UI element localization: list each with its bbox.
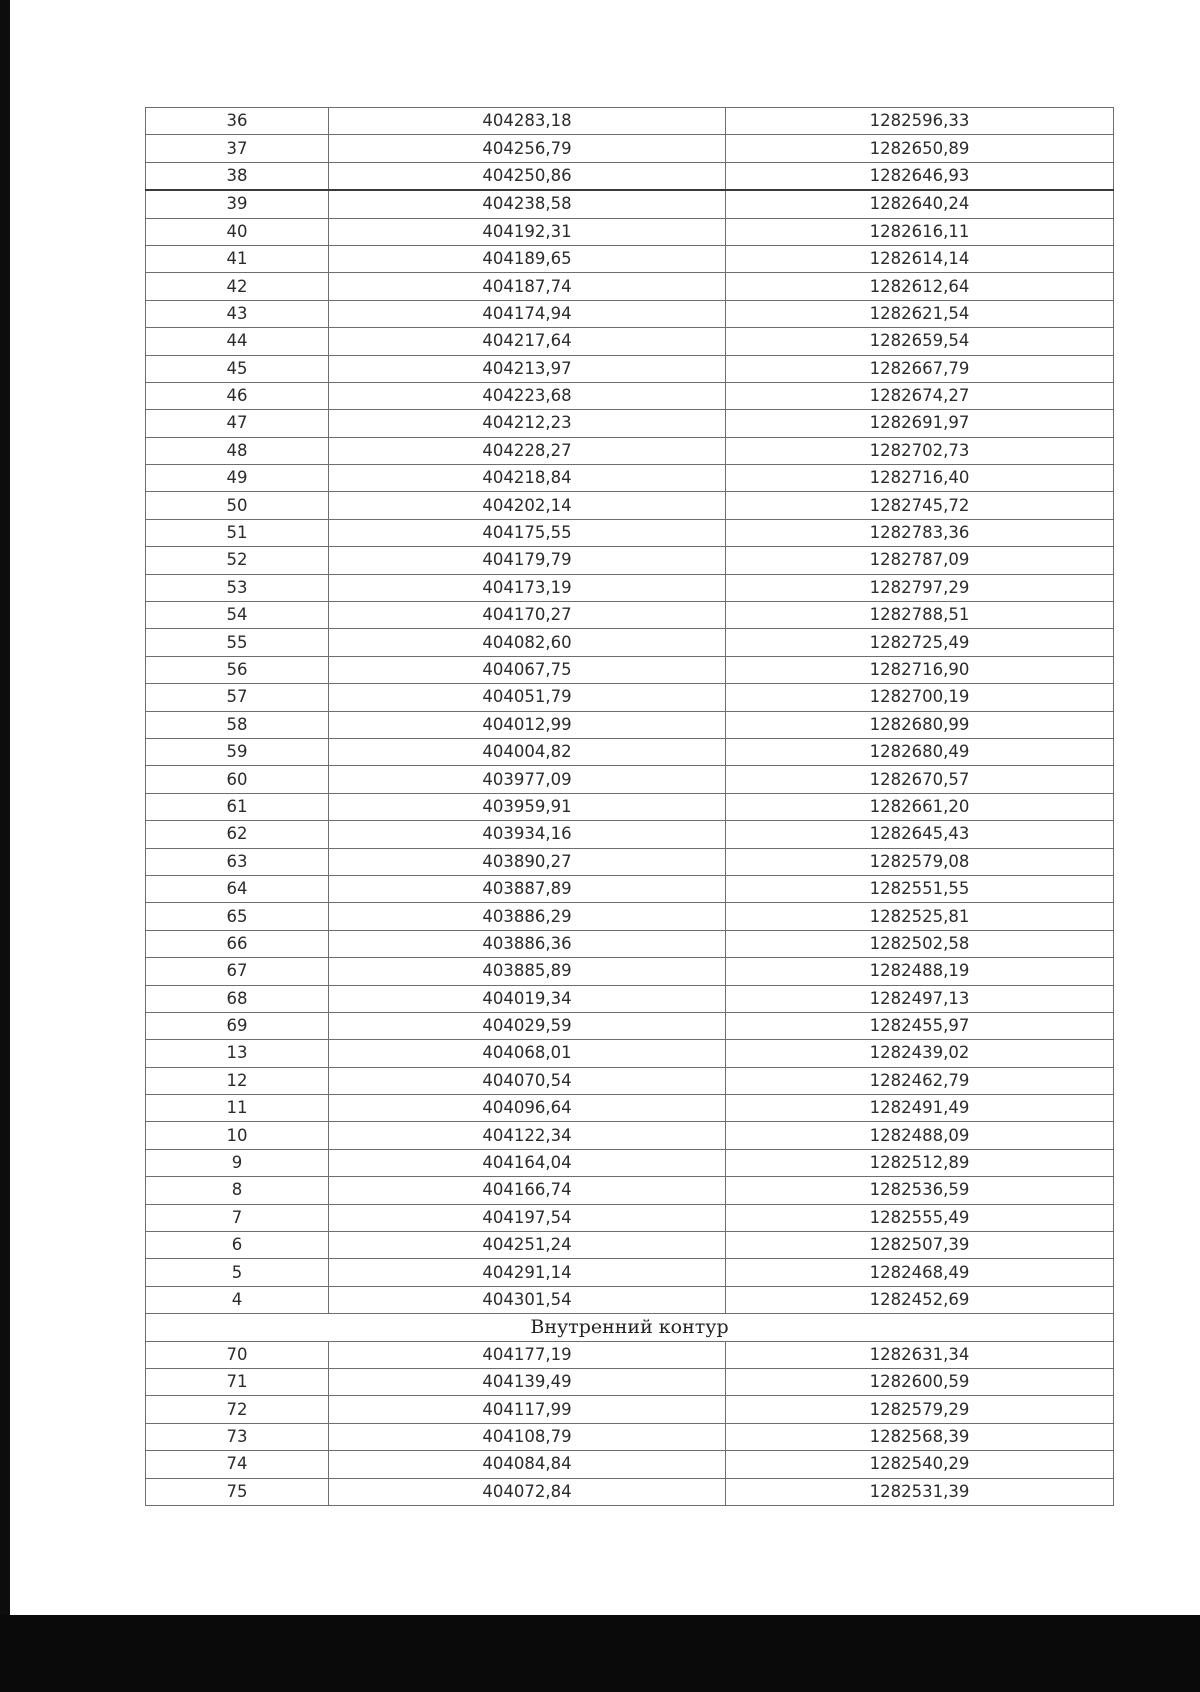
table-row [146, 1451, 1114, 1478]
y-coordinate-cell: 1282680,99 [726, 711, 1114, 738]
x-coordinate-cell: 404164,04 [329, 1149, 726, 1176]
point-number-cell: 39 [146, 190, 329, 218]
table-row [146, 1368, 1114, 1395]
y-coordinate-cell: 1282579,29 [726, 1396, 1114, 1423]
point-number-cell: 69 [146, 1012, 329, 1039]
inner-contour-section [146, 1314, 1114, 1341]
table-row [146, 1232, 1114, 1259]
x-coordinate-cell: 404177,19 [329, 1341, 726, 1368]
y-coordinate-cell: 1282536,59 [726, 1177, 1114, 1204]
table-row [146, 437, 1114, 464]
table-row [146, 766, 1114, 793]
table-row [146, 903, 1114, 930]
table-row [146, 738, 1114, 765]
y-coordinate-cell: 1282439,02 [726, 1040, 1114, 1067]
table-row [146, 1122, 1114, 1149]
y-coordinate-cell: 1282612,64 [726, 273, 1114, 300]
scan-bottom-band [0, 1615, 1200, 1692]
x-coordinate-cell: 404256,79 [329, 135, 726, 162]
x-coordinate-cell: 403977,09 [329, 766, 726, 793]
y-coordinate-cell: 1282788,51 [726, 602, 1114, 629]
y-coordinate-cell: 1282488,09 [726, 1122, 1114, 1149]
y-coordinate-cell: 1282600,59 [726, 1368, 1114, 1395]
x-coordinate-cell: 404218,84 [329, 465, 726, 492]
y-coordinate-cell: 1282650,89 [726, 135, 1114, 162]
x-coordinate-cell: 404251,24 [329, 1232, 726, 1259]
y-coordinate-cell: 1282640,24 [726, 190, 1114, 218]
table-row [146, 1149, 1114, 1176]
x-coordinate-cell: 404197,54 [329, 1204, 726, 1231]
y-coordinate-cell: 1282645,43 [726, 821, 1114, 848]
point-number-cell: 59 [146, 738, 329, 765]
y-coordinate-cell: 1282797,29 [726, 574, 1114, 601]
y-coordinate-cell: 1282680,49 [726, 738, 1114, 765]
point-number-cell: 53 [146, 574, 329, 601]
point-number-cell: 36 [146, 108, 329, 135]
y-coordinate-cell: 1282452,69 [726, 1286, 1114, 1313]
coordinates-table [145, 107, 1114, 1506]
point-number-cell: 54 [146, 602, 329, 629]
y-coordinate-cell: 1282716,40 [726, 465, 1114, 492]
table-row [146, 958, 1114, 985]
y-coordinate-cell: 1282491,49 [726, 1095, 1114, 1122]
point-number-cell: 4 [146, 1286, 329, 1313]
table-row [146, 273, 1114, 300]
x-coordinate-cell: 404072,84 [329, 1478, 726, 1505]
x-coordinate-cell: 404301,54 [329, 1286, 726, 1313]
point-number-cell: 66 [146, 930, 329, 957]
point-number-cell: 37 [146, 135, 329, 162]
x-coordinate-cell: 404029,59 [329, 1012, 726, 1039]
x-coordinate-cell: 404291,14 [329, 1259, 726, 1286]
y-coordinate-cell: 1282551,55 [726, 875, 1114, 902]
x-coordinate-cell: 404096,64 [329, 1095, 726, 1122]
x-coordinate-cell: 404166,74 [329, 1177, 726, 1204]
point-number-cell: 68 [146, 985, 329, 1012]
x-coordinate-cell: 404283,18 [329, 108, 726, 135]
y-coordinate-cell: 1282507,39 [726, 1232, 1114, 1259]
table-row [146, 1478, 1114, 1505]
y-coordinate-cell: 1282596,33 [726, 108, 1114, 135]
x-coordinate-cell: 404070,54 [329, 1067, 726, 1094]
x-coordinate-cell: 404189,65 [329, 245, 726, 272]
y-coordinate-cell: 1282462,79 [726, 1067, 1114, 1094]
x-coordinate-cell: 404192,31 [329, 218, 726, 245]
scan-left-edge [0, 0, 10, 1692]
x-coordinate-cell: 404213,97 [329, 355, 726, 382]
point-number-cell: 41 [146, 245, 329, 272]
x-coordinate-cell: 404173,19 [329, 574, 726, 601]
point-number-cell: 56 [146, 656, 329, 683]
y-coordinate-cell: 1282702,73 [726, 437, 1114, 464]
point-number-cell: 7 [146, 1204, 329, 1231]
point-number-cell: 44 [146, 328, 329, 355]
x-coordinate-cell: 404212,23 [329, 410, 726, 437]
table-row [146, 1204, 1114, 1231]
point-number-cell: 52 [146, 547, 329, 574]
point-number-cell: 42 [146, 273, 329, 300]
table-row [146, 492, 1114, 519]
y-coordinate-cell: 1282614,14 [726, 245, 1114, 272]
y-coordinate-cell: 1282725,49 [726, 629, 1114, 656]
x-coordinate-cell: 404108,79 [329, 1423, 726, 1450]
table-row [146, 1259, 1114, 1286]
table-row [146, 1396, 1114, 1423]
point-number-cell: 57 [146, 684, 329, 711]
x-coordinate-cell: 404179,79 [329, 547, 726, 574]
y-coordinate-cell: 1282525,81 [726, 903, 1114, 930]
point-number-cell: 74 [146, 1451, 329, 1478]
table-row [146, 1012, 1114, 1039]
y-coordinate-cell: 1282783,36 [726, 519, 1114, 546]
x-coordinate-cell: 404122,34 [329, 1122, 726, 1149]
y-coordinate-cell: 1282488,19 [726, 958, 1114, 985]
point-number-cell: 51 [146, 519, 329, 546]
x-coordinate-cell: 404250,86 [329, 162, 726, 190]
point-number-cell: 45 [146, 355, 329, 382]
y-coordinate-cell: 1282568,39 [726, 1423, 1114, 1450]
point-number-cell: 9 [146, 1149, 329, 1176]
y-coordinate-cell: 1282455,97 [726, 1012, 1114, 1039]
table-row [146, 875, 1114, 902]
table-row [146, 1341, 1114, 1368]
x-coordinate-cell: 404068,01 [329, 1040, 726, 1067]
y-coordinate-cell: 1282716,90 [726, 656, 1114, 683]
table-row [146, 848, 1114, 875]
table-row [146, 1095, 1114, 1122]
y-coordinate-cell: 1282691,97 [726, 410, 1114, 437]
table-row [146, 547, 1114, 574]
point-number-cell: 64 [146, 875, 329, 902]
point-number-cell: 71 [146, 1368, 329, 1395]
y-coordinate-cell: 1282531,39 [726, 1478, 1114, 1505]
table-row [146, 656, 1114, 683]
table-row [146, 300, 1114, 327]
x-coordinate-cell: 404202,14 [329, 492, 726, 519]
x-coordinate-cell: 403934,16 [329, 821, 726, 848]
y-coordinate-cell: 1282670,57 [726, 766, 1114, 793]
point-number-cell: 11 [146, 1095, 329, 1122]
point-number-cell: 38 [146, 162, 329, 190]
point-number-cell: 67 [146, 958, 329, 985]
point-number-cell: 46 [146, 382, 329, 409]
point-number-cell: 65 [146, 903, 329, 930]
table-row [146, 1423, 1114, 1450]
point-number-cell: 10 [146, 1122, 329, 1149]
inner-contour-rows [146, 1341, 1114, 1505]
point-number-cell: 43 [146, 300, 329, 327]
point-number-cell: 8 [146, 1177, 329, 1204]
inner-contour-title: Внутренний контур [146, 1314, 1114, 1341]
x-coordinate-cell: 403959,91 [329, 793, 726, 820]
point-number-cell: 13 [146, 1040, 329, 1067]
y-coordinate-cell: 1282616,11 [726, 218, 1114, 245]
point-number-cell: 58 [146, 711, 329, 738]
x-coordinate-cell: 404170,27 [329, 602, 726, 629]
x-coordinate-cell: 404187,74 [329, 273, 726, 300]
table-row [146, 190, 1114, 218]
y-coordinate-cell: 1282745,72 [726, 492, 1114, 519]
x-coordinate-cell: 403890,27 [329, 848, 726, 875]
x-coordinate-cell: 404082,60 [329, 629, 726, 656]
x-coordinate-cell: 404238,58 [329, 190, 726, 218]
point-number-cell: 47 [146, 410, 329, 437]
document-page [145, 107, 1113, 1506]
table-row [146, 574, 1114, 601]
table-row [146, 465, 1114, 492]
point-number-cell: 63 [146, 848, 329, 875]
table-row [146, 602, 1114, 629]
point-number-cell: 62 [146, 821, 329, 848]
x-coordinate-cell: 404004,82 [329, 738, 726, 765]
y-coordinate-cell: 1282579,08 [726, 848, 1114, 875]
table-row [146, 162, 1114, 190]
y-coordinate-cell: 1282540,29 [726, 1451, 1114, 1478]
x-coordinate-cell: 404217,64 [329, 328, 726, 355]
point-number-cell: 60 [146, 766, 329, 793]
point-number-cell: 6 [146, 1232, 329, 1259]
y-coordinate-cell: 1282674,27 [726, 382, 1114, 409]
table-row [146, 821, 1114, 848]
table-row [146, 1040, 1114, 1067]
x-coordinate-cell: 404117,99 [329, 1396, 726, 1423]
table-row [146, 793, 1114, 820]
table-row [146, 135, 1114, 162]
x-coordinate-cell: 404067,75 [329, 656, 726, 683]
x-coordinate-cell: 404174,94 [329, 300, 726, 327]
table-row [146, 684, 1114, 711]
point-number-cell: 55 [146, 629, 329, 656]
y-coordinate-cell: 1282497,13 [726, 985, 1114, 1012]
point-number-cell: 40 [146, 218, 329, 245]
point-number-cell: 48 [146, 437, 329, 464]
table-row [146, 382, 1114, 409]
x-coordinate-cell: 404228,27 [329, 437, 726, 464]
table-row [146, 711, 1114, 738]
table-row [146, 629, 1114, 656]
point-number-cell: 12 [146, 1067, 329, 1094]
y-coordinate-cell: 1282502,58 [726, 930, 1114, 957]
y-coordinate-cell: 1282631,34 [726, 1341, 1114, 1368]
x-coordinate-cell: 403886,36 [329, 930, 726, 957]
y-coordinate-cell: 1282787,09 [726, 547, 1114, 574]
x-coordinate-cell: 403886,29 [329, 903, 726, 930]
table-row [146, 245, 1114, 272]
point-number-cell: 73 [146, 1423, 329, 1450]
y-coordinate-cell: 1282659,54 [726, 328, 1114, 355]
table-row [146, 355, 1114, 382]
point-number-cell: 49 [146, 465, 329, 492]
x-coordinate-cell: 404019,34 [329, 985, 726, 1012]
point-number-cell: 5 [146, 1259, 329, 1286]
x-coordinate-cell: 404051,79 [329, 684, 726, 711]
table-row [146, 328, 1114, 355]
x-coordinate-cell: 404223,68 [329, 382, 726, 409]
point-number-cell: 72 [146, 1396, 329, 1423]
table-row [146, 985, 1114, 1012]
y-coordinate-cell: 1282468,49 [726, 1259, 1114, 1286]
section-header-row [146, 1314, 1114, 1341]
point-number-cell: 50 [146, 492, 329, 519]
x-coordinate-cell: 404175,55 [329, 519, 726, 546]
x-coordinate-cell: 404084,84 [329, 1451, 726, 1478]
table-row [146, 1067, 1114, 1094]
outer-contour-rows [146, 108, 1114, 1314]
x-coordinate-cell: 403887,89 [329, 875, 726, 902]
y-coordinate-cell: 1282661,20 [726, 793, 1114, 820]
table-row [146, 1177, 1114, 1204]
point-number-cell: 75 [146, 1478, 329, 1505]
y-coordinate-cell: 1282621,54 [726, 300, 1114, 327]
y-coordinate-cell: 1282646,93 [726, 162, 1114, 190]
y-coordinate-cell: 1282512,89 [726, 1149, 1114, 1176]
table-row [146, 1286, 1114, 1313]
y-coordinate-cell: 1282667,79 [726, 355, 1114, 382]
x-coordinate-cell: 404139,49 [329, 1368, 726, 1395]
table-row [146, 218, 1114, 245]
x-coordinate-cell: 404012,99 [329, 711, 726, 738]
point-number-cell: 61 [146, 793, 329, 820]
point-number-cell: 70 [146, 1341, 329, 1368]
y-coordinate-cell: 1282555,49 [726, 1204, 1114, 1231]
table-row [146, 410, 1114, 437]
table-row [146, 108, 1114, 135]
table-row [146, 519, 1114, 546]
table-row [146, 930, 1114, 957]
y-coordinate-cell: 1282700,19 [726, 684, 1114, 711]
x-coordinate-cell: 403885,89 [329, 958, 726, 985]
